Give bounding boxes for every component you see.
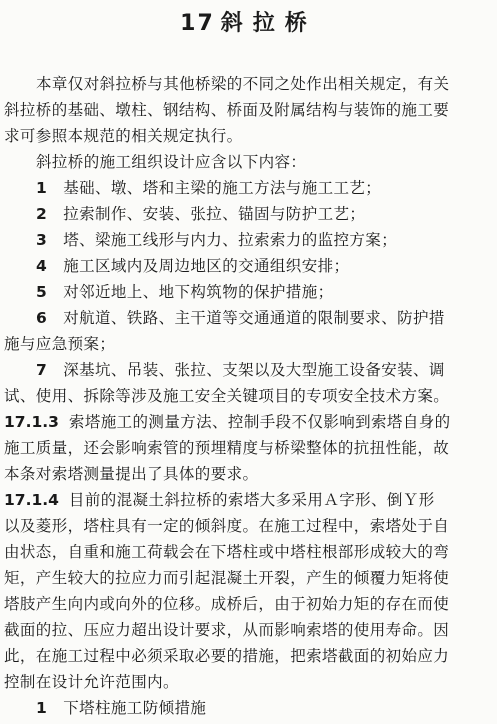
item-text: 深基坑、吊装、张拉、支架以及大型施工设备安装、调 bbox=[63, 361, 445, 379]
intro-line-1: 本章仅对斜拉桥与其他桥梁的不同之处作出相关规定，有关 bbox=[36, 75, 450, 93]
sub-item-1 bbox=[36, 698, 493, 718]
section-17-1-4-line-5: 塔肢产生向内或向外的位移。成桥后，由于初始力矩的存在而使 bbox=[4, 595, 450, 613]
section-17-1-4-line-8: 控制在设计允许范围内。 bbox=[4, 673, 179, 691]
section-17-1-4-line-7: 此，在施工过程中必须采取必要的措施，把索塔截面的初始应力 bbox=[4, 647, 450, 665]
chapter-name: 斜拉桥 bbox=[220, 11, 317, 36]
section-number: 17.1.3 bbox=[4, 413, 59, 431]
section-17-1-3-line-2: 施工质量，还会影响索管的预埋精度与桥梁整体的抗扭性能，故 bbox=[4, 439, 450, 457]
item-text: 对邻近地上、地下构筑物的保护措施； bbox=[63, 283, 334, 301]
item-number: 7 bbox=[36, 361, 48, 379]
list-item-7-continuation: 试、使用、拆除等涉及施工安全关键项目的专项安全技术方案。 bbox=[4, 387, 450, 405]
section-17-1-3-line-3: 本条对索塔测量提出了具体的要求。 bbox=[4, 465, 259, 483]
list-item-3 bbox=[36, 230, 493, 250]
item-number: 4 bbox=[36, 257, 48, 275]
list-item-6 bbox=[36, 308, 493, 328]
intro-line-3: 求可参照本规范的相关规定执行。 bbox=[4, 127, 243, 145]
section-17-1-4-line-6: 截面的拉、压应力超出设计要求，从而影响索塔的使用寿命。因 bbox=[4, 621, 450, 639]
item-number: 6 bbox=[36, 309, 48, 327]
item-text: 施工区域内及周边地区的交通组织安排； bbox=[63, 257, 350, 275]
section-text: 索塔施工的测量方法、控制手段不仅影响到索塔自身的 bbox=[68, 413, 451, 431]
list-item-6-continuation: 施与应急预案； bbox=[4, 335, 116, 353]
section-17-1-4-line-1 bbox=[4, 490, 493, 510]
intro-line-2: 斜拉桥的基础、墩柱、钢结构、桥面及附属结构与装饰的施工要 bbox=[4, 101, 450, 119]
item-text: 基础、墩、塔和主梁的施工方法与施工工艺； bbox=[63, 179, 382, 197]
item-number: 2 bbox=[36, 205, 48, 223]
chapter-number: 17 bbox=[180, 11, 215, 36]
item-number: 5 bbox=[36, 283, 48, 301]
section-17-1-4-line-4: 矩，产生较大的拉应力而引起混凝土开裂，产生的倾覆力矩将使 bbox=[4, 569, 450, 587]
list-item-4 bbox=[36, 256, 493, 276]
section-text: 目前的混凝土斜拉桥的索塔大多采用Ａ字形、倒Ｙ形 bbox=[68, 491, 435, 509]
section-number: 17.1.4 bbox=[4, 491, 59, 509]
section-17-1-4-line-2: 以及菱形，塔柱具有一定的倾斜度。在施工过程中，索塔处于自 bbox=[4, 517, 450, 535]
item-text: 塔、梁施工线形与内力、拉索索力的监控方案； bbox=[63, 231, 398, 249]
chapter-title bbox=[0, 6, 497, 37]
org-design-heading: 斜拉桥的施工组织设计应含以下内容： bbox=[36, 153, 307, 171]
item-text: 对航道、铁路、主干道等交通通道的限制要求、防护措 bbox=[63, 309, 445, 327]
item-number: 3 bbox=[36, 231, 48, 249]
list-item-2 bbox=[36, 204, 493, 224]
section-17-1-3-line-1 bbox=[4, 412, 493, 432]
list-item-5 bbox=[36, 282, 493, 302]
item-number: 1 bbox=[36, 179, 48, 197]
item-text: 下塔柱施工防倾措施 bbox=[63, 699, 207, 717]
section-17-1-4-line-3: 由状态，自重和施工荷载会在下塔柱或中塔柱根部形成较大的弯 bbox=[4, 543, 450, 561]
list-item-7 bbox=[36, 360, 493, 380]
item-text: 拉索制作、安装、张拉、锚固与防护工艺； bbox=[63, 205, 366, 223]
list-item-1 bbox=[36, 178, 493, 198]
item-number: 1 bbox=[36, 699, 48, 717]
